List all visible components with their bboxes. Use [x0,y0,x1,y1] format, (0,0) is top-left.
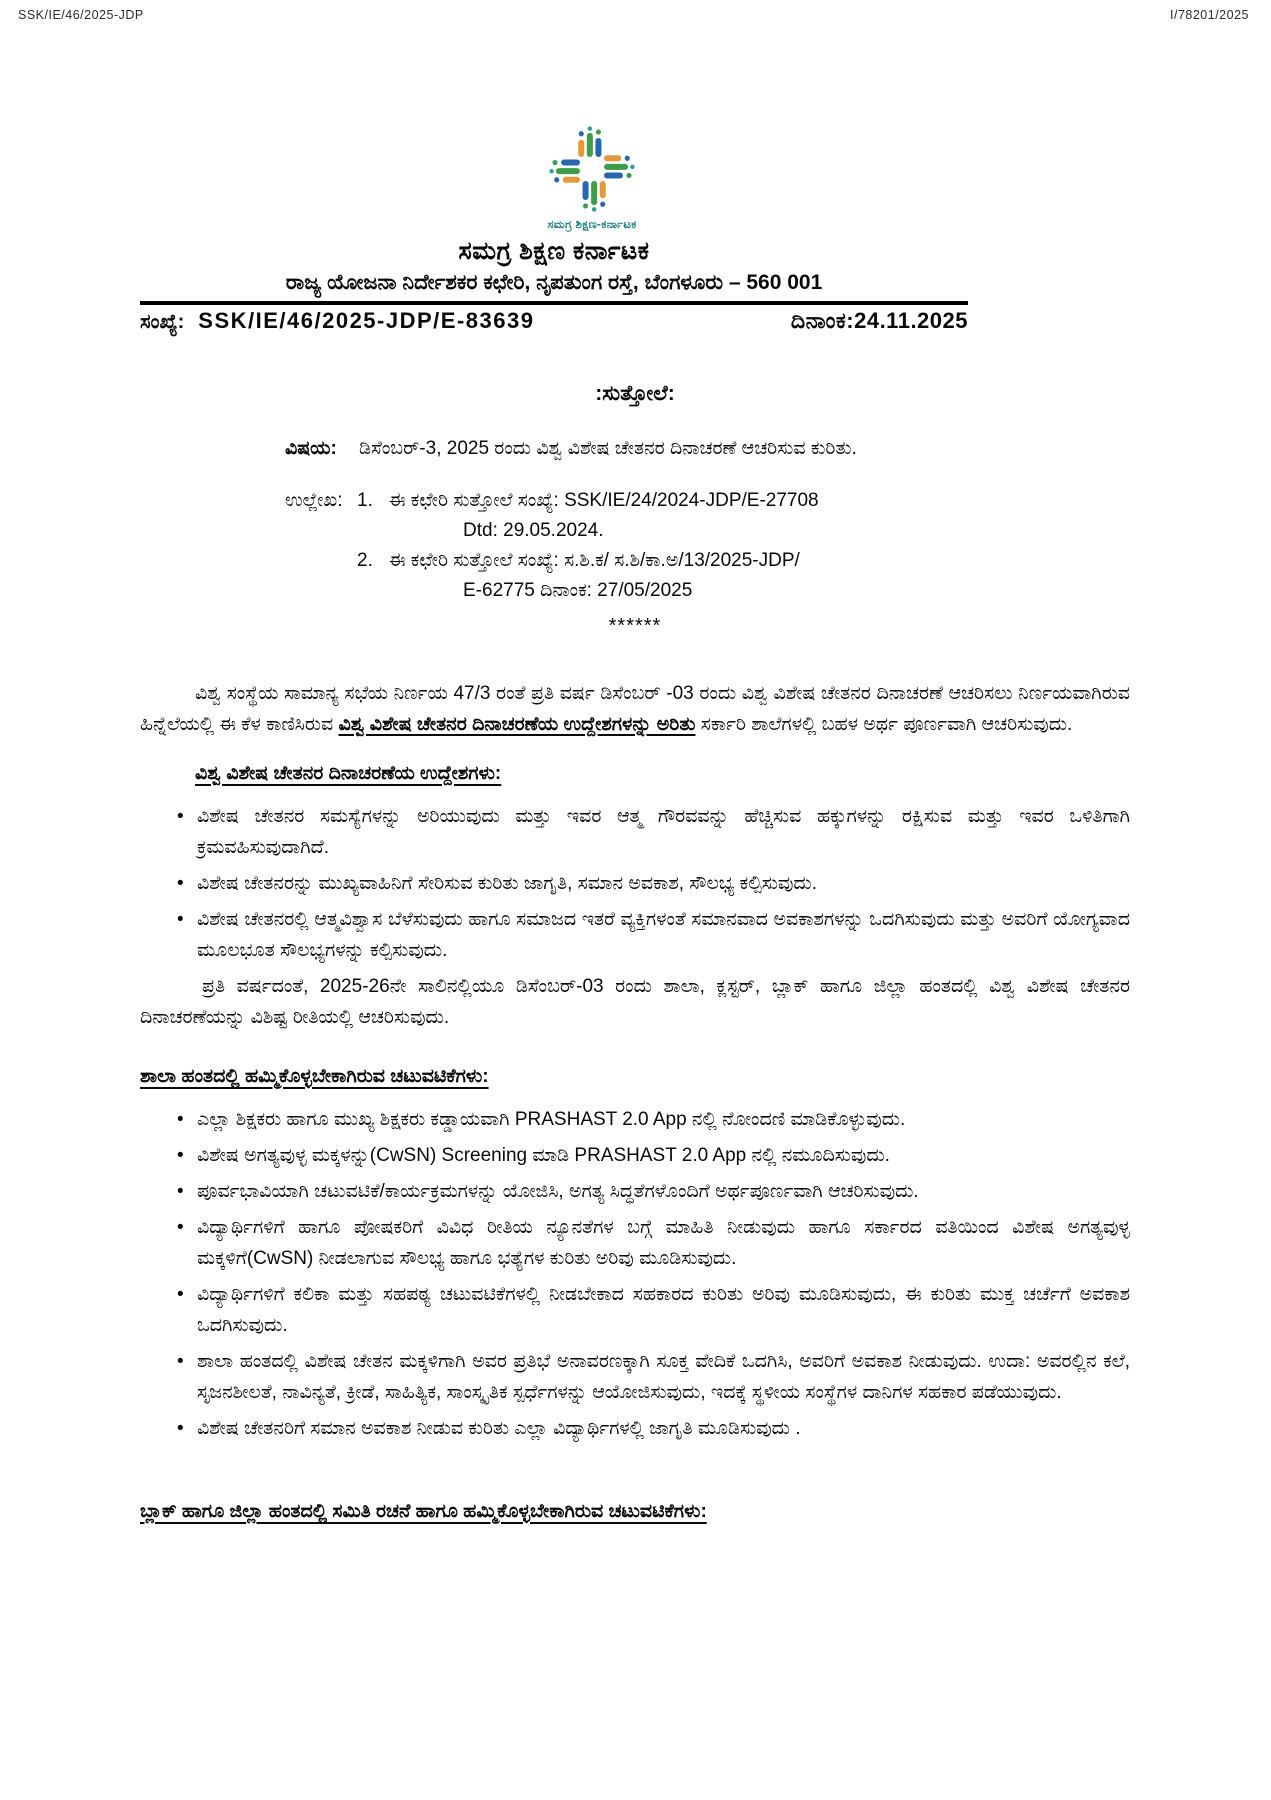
reference-1-number: 1. [357,490,373,511]
objectives-list [140,801,1130,966]
reference-label: ಉಲ್ಲೇಖ: [285,490,343,511]
school-activity-item: • ವಿಶೇಷ ಚೇತನರಿಗೆ ಸಮಾನ ಅವಕಾಶ ನೀಡುವ ಕುರಿತು ಎಲ್ಲಾ ವಿದ್ಯಾರ್ಥಿಗಳಲ್ಲಿ ಜಾಗೃತಿ ಮೂಡಿಸುವುದು . [197,1413,1130,1444]
school-activity-item: • ವಿಶೇಷ ಅಗತ್ಯವುಳ್ಳ ಮಕ್ಕಳನ್ನು(CwSN) Screening ಮಾಡಿ PRASHAST 2.0 App ನಲ್ಲಿ ನಮೂದಿಸುವುದು. [197,1140,1130,1171]
document-body [140,378,1130,1527]
subject-label: ವಿಷಯ: [285,438,337,459]
letterhead [140,0,968,334]
school-activities-heading: ಶಾಲಾ ಹಂತದಲ್ಲಿ ಹಮ್ಮಿಕೊಳ್ಳಬೇಕಾಗಿರುವ ಚಟುವಟಿಕೆಗಳು: [140,1066,489,1087]
reference-2 [357,546,1025,576]
objective-item: • ವಿಶೇಷ ಚೇತನರಲ್ಲಿ ಆತ್ಮವಿಶ್ವಾಸ ಬೆಳೆಸುವುದು ಹಾಗೂ ಸಮಾಜದ ಇತರೆ ವ್ಯಕ್ತಿಗಳಂತೆ ಸಮಾನವಾದ ಅವಕಾಶಗಳನ್ನು ಒದಗಿಸುವುದು ಮತ್ತು ಅವರಿಗೆ ಯೋಗ್ಯವಾದ ಮೂಲಭೂತ ಸೌಲಭ್ಯಗಳನ್ನು ಕಲ್ಪಿಸುವುದು. [197,904,1130,966]
intro-paragraph-emphasis: ವಿಶ್ವ ವಿಶೇಷ ಚೇತನರ ದಿನಾಚರಣೆಯ ಉದ್ದೇಶಗಳನ್ನು ಅರಿತು [338,714,696,735]
subject-text: ಡಿಸೆಂಬರ್-3, 2025 ರಂದು ವಿಶ್ವ ವಿಶೇಷ ಚೇತನರ ದಿನಾಚರಣೆ ಆಚರಿಸುವ ಕುರಿತು. [359,438,857,459]
objective-item: • ವಿಶೇಷ ಚೇತನರ ಸಮಸ್ಯೆಗಳನ್ನು ಅರಿಯುವುದು ಮತ್ತು ಇವರ ಆತ್ಮ ಗೌರವವನ್ನು ಹೆಚ್ಚಿಸುವ ಹಕ್ಕುಗಳನ್ನು ರಕ್ಷಿಸುವ ಮತ್ತು ಇವರ ಒಳಿತಿಗಾಗಿ ಕ್ರಮವಹಿಸುವುದಾಗಿದೆ. [197,801,1130,863]
subject-block [285,433,1023,464]
organization-name: ಸಮಗ್ರ ಶಿಕ್ಷಣ ಕರ್ನಾಟಕ [458,237,650,265]
samagra-shikshana-logo-icon [546,126,638,217]
block-district-heading: ಬ್ಲಾಕ್ ಹಾಗೂ ಜಿಲ್ಲಾ ಹಂತದಲ್ಲಿ ಸಮಿತಿ ರಚನೆ ಹಾಗೂ ಹಮ್ಮಿಕೊಳ್ಳಬೇಕಾಗಿರುವ ಚಟುವಟಿಕೆಗಳು: [140,1501,707,1522]
school-activities-list [140,1104,1130,1444]
number-label: ಸಂಖ್ಯೆ: [140,311,185,333]
intro-paragraph [140,678,1130,740]
circular-date: ದಿನಾಂಕ:24.11.2025 [790,308,968,333]
objectives-heading: ವಿಶ್ವ ವಿಶೇಷ ಚೇತನರ ದಿನಾಚರಣೆಯ ಉದ್ದೇಶಗಳು: [195,763,502,784]
reference-2-date: E-62775 ದಿನಾಂಕ: 27/05/2025 [463,580,693,601]
school-activity-item: • ವಿದ್ಯಾರ್ಥಿಗಳಿಗೆ ಹಾಗೂ ಪೋಷಕರಿಗೆ ವಿವಿಧ ರೀತಿಯ ನ್ಯೂನತೆಗಳ ಬಗ್ಗೆ ಮಾಹಿತಿ ನೀಡುವುದು ಹಾಗೂ ಸರ್ಕಾರದ ವತಿಯಿಂದ ವಿಶೇಷ ಅಗತ್ಯವುಳ್ಳ ಮಕ್ಕಳಿಗೆ(CwSN) ನೀಡಲಾಗುವ ಸೌಲಭ್ಯ ಹಾಗೂ ಭತ್ಯೆಗಳ ಕುರಿತು ಅರಿವು ಮೂಡಿಸುವುದು. [197,1212,1130,1274]
reference-2-number: 2. [357,550,373,571]
logo-block [178,126,1006,232]
school-activity-item: • ಪೂರ್ವಭಾವಿಯಾಗಿ ಚಟುವಟಿಕೆ/ಕಾರ್ಯಕ್ರಮಗಳನ್ನು ಯೋಜಿಸಿ, ಅಗತ್ಯ ಸಿದ್ಧತೆಗಳೊಂದಿಗೆ ಅರ್ಥಪೂರ್ಣವಾಗಿ ಆಚರಿಸುವುದು. [197,1176,1130,1207]
logo-caption: ಸಮಗ್ರ ಶಿಕ್ಷಣ-ಕರ್ನಾಟಕ [547,219,637,231]
circular-number: SSK/IE/46/2025-JDP/E-83639 [198,308,535,333]
asterisk-separator: ****** [608,615,662,637]
reference-1-text: ಈ ಕಛೇರಿ ಸುತ್ತೋಲೆ ಸಂಖ್ಯೆ: SSK/IE/24/2024-JDP/E-27708 [389,490,819,511]
school-activity-item: • ಎಲ್ಲಾ ಶಿಕ್ಷಕರು ಹಾಗೂ ಮುಖ್ಯ ಶಿಕ್ಷಕರು ಕಡ್ಡಾಯವಾಗಿ PRASHAST 2.0 App ನಲ್ಲಿ ನೋಂದಣಿ ಮಾಡಿಕೊಳ್ಳುವುದು. [197,1104,1130,1135]
school-activity-item: • ಶಾಲಾ ಹಂತದಲ್ಲಿ ವಿಶೇಷ ಚೇತನ ಮಕ್ಕಳಿಗಾಗಿ ಅವರ ಪ್ರತಿಭೆ ಅನಾವರಣಕ್ಕಾಗಿ ಸೂಕ್ತ ವೇದಿಕೆ ಒದಗಿಸಿ, ಅವರಿಗೆ ಅವಕಾಶ ನೀಡುವುದು. ಉದಾ: ಅವರಲ್ಲಿನ ಕಲೆ, ಸೃಜನಶೀಲತೆ, ನಾವಿನ್ಯತೆ, ಕ್ರೀಡೆ, ಸಾಹಿತ್ಯಿಕ, ಸಾಂಸ್ಕೃತಿಕ ಸ್ಪರ್ಧೆಗಳನ್ನು ಆಯೋಜಿಸುವುದು, ಇದಕ್ಕೆ ಸ್ಥಳೀಯ ಸಂಸ್ಥೆಗಳ ದಾನಿಗಳ ಸಹಕಾರ ಪಡೆಯುವುದು. [197,1346,1130,1408]
file-number-top-right: I/78201/2025 [1170,8,1249,22]
letterhead-divider [140,301,968,305]
reference-2-text: ಈ ಕಛೇರಿ ಸುತ್ತೋಲೆ ಸಂಖ್ಯೆ: ಸ.ಶಿ.ಕ/ ಸ.ಶಿ/ಕಾ.ಅ/13/2025-JDP/ [389,550,800,571]
school-activity-item: • ವಿದ್ಯಾರ್ಥಿಗಳಿಗೆ ಕಲಿಕಾ ಮತ್ತು ಸಹಪಠ್ಯ ಚಟುವಟಿಕೆಗಳಲ್ಲಿ ನೀಡಬೇಕಾದ ಸಹಕಾರದ ಕುರಿತು ಅರಿವು ಮೂಡಿಸುವುದು, ಈ ಕುರಿತು ಮುಕ್ತ ಚರ್ಚೆಗೆ ಅವಕಾಶ ಒದಗಿಸುವುದು. [197,1279,1130,1341]
annual-observance-paragraph: ಪ್ರತಿ ವರ್ಷದಂತೆ, 2025-26ನೇ ಸಾಲಿನಲ್ಲಿಯೂ ಡಿಸೆಂಬರ್-03 ರಂದು ಶಾಲಾ, ಕ್ಲಸ್ಟರ್, ಬ್ಲಾಕ್ ಹಾಗೂ ಜಿಲ್ಲಾ ಹಂತದಲ್ಲಿ ವಿಶ್ವ ವಿಶೇಷ ಚೇತನರ ದಿನಾಚರಣೆಯನ್ನು ವಿಶಿಷ್ಟ ರೀತಿಯಲ್ಲಿ ಆಚರಿಸುವುದು. [140,976,1130,1028]
circular-title: :ಸುತ್ತೋಲೆ: [595,382,675,405]
intro-paragraph-lead: ವಿಶ್ವ ಸಂಸ್ಥೆಯ ಸಾಮಾನ್ಯ ಸಭೆಯ ನಿರ್ಣಯ 47/3 ರಂತೆ ಪ್ರತಿ ವರ್ಷ ಡಿಸೆಂಬರ್ -03 ರಂದು ವಿಶ್ವ ವಿಶೇಷ ಚೇತನರ ದಿನಾಚರಣೆ ಆಚರಿಸಲು ನಿರ್ಣಯವಾಗಿರುವ ಹಿನ್ನೆಲೆಯಲ್ಲಿ ಈ ಕೆಳ ಕಾಣಿಸಿರುವ [140,683,1130,735]
reference-block [285,486,1025,606]
reference-1 [357,486,1025,516]
objective-item: • ವಿಶೇಷ ಚೇತನರನ್ನು ಮುಖ್ಯವಾಹಿನಿಗೆ ಸೇರಿಸುವ ಕುರಿತು ಜಾಗೃತಿ, ಸಮಾನ ಅವಕಾಶ, ಸೌಲಭ್ಯ ಕಲ್ಪಿಸುವುದು. [197,868,1130,899]
office-address: ರಾಜ್ಯ ಯೋಜನಾ ನಿರ್ದೇಶಕರ ಕಛೇರಿ, ನೃಪತುಂಗ ರಸ್ತೆ, ಬೆಂಗಳೂರು – 560 001 [285,271,823,294]
file-number-top-left: SSK/IE/46/2025-JDP [18,8,144,22]
reference-1-date: Dtd: 29.05.2024. [463,520,604,541]
number-date-row [140,308,968,334]
intro-paragraph-tail: ಸರ್ಕಾರಿ ಶಾಲೆಗಳಲ್ಲಿ ಬಹಳ ಅರ್ಥ ಪೂರ್ಣವಾಗಿ ಆಚರಿಸುವುದು. [695,714,1073,735]
